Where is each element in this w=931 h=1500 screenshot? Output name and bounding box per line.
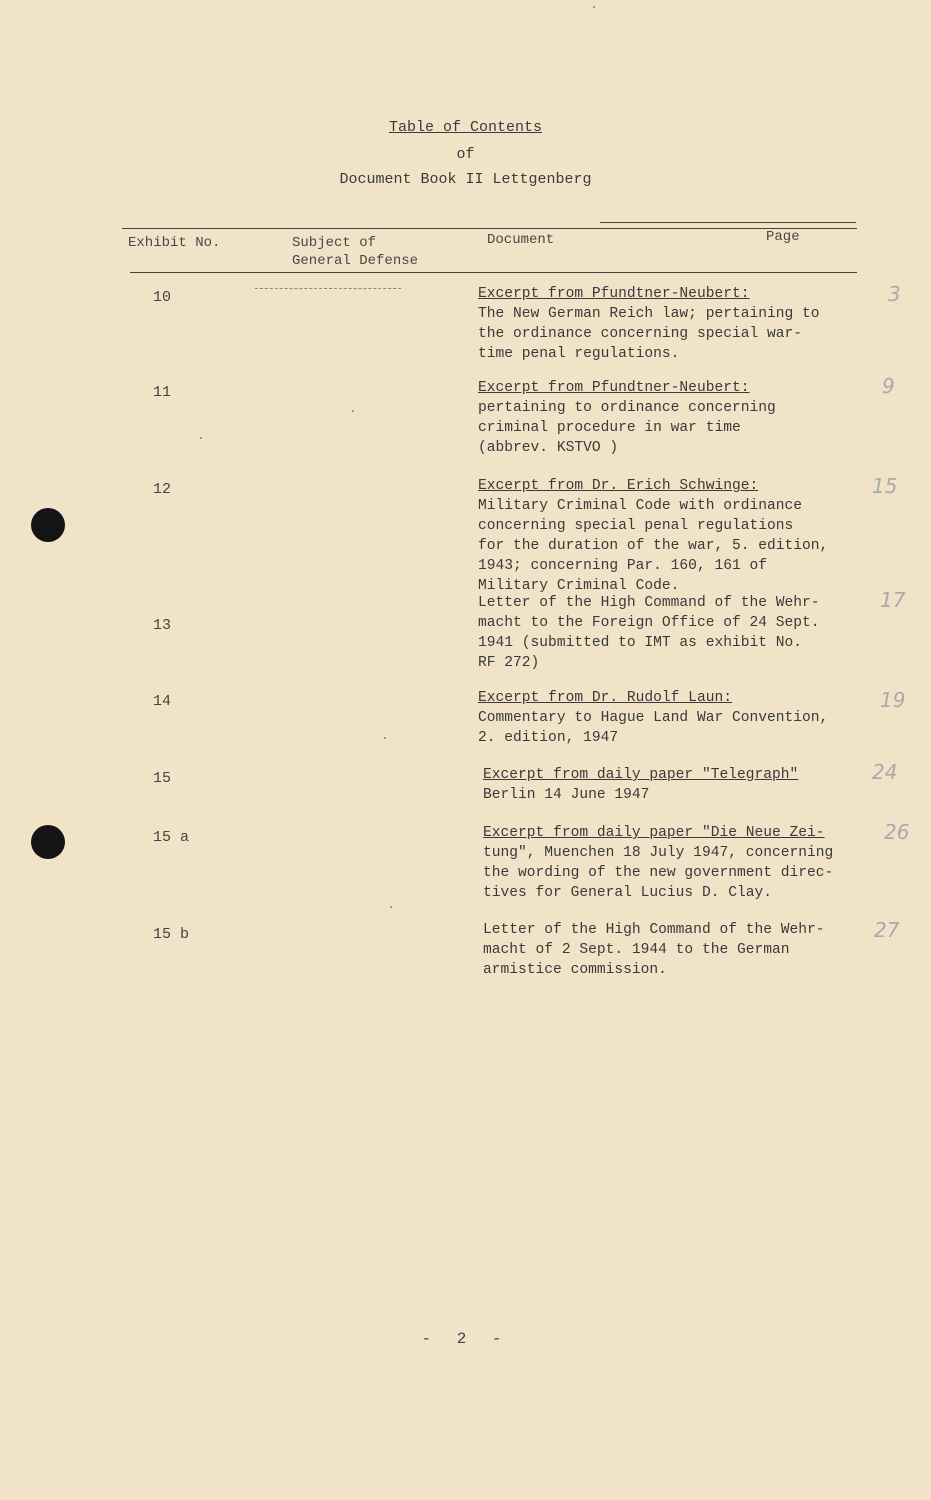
exhibit-number: 11 bbox=[153, 384, 172, 401]
entry-line: Military Criminal Code with ordinance bbox=[478, 498, 803, 514]
document-entry bbox=[483, 765, 883, 805]
document-entry bbox=[478, 284, 878, 364]
document-entry bbox=[483, 823, 883, 903]
entry-line: tives for General Lucius D. Clay. bbox=[483, 885, 773, 901]
entry-line: the wording of the new government direc- bbox=[483, 865, 834, 881]
entry-line: Excerpt from Dr. Rudolf Laun: bbox=[478, 690, 732, 706]
entry-line: concerning special penal regulations bbox=[478, 518, 794, 534]
header-rule-top bbox=[122, 228, 857, 229]
entry-line: Excerpt from daily paper "Die Neue Zei- bbox=[483, 825, 825, 841]
handwritten-page-number: 15 bbox=[872, 474, 898, 498]
header-rule-top-second bbox=[600, 222, 856, 223]
entry-line: Excerpt from Dr. Erich Schwinge: bbox=[478, 478, 759, 494]
entry-line: RF 272) bbox=[478, 655, 540, 671]
entry-line: for the duration of the war, 5. edition, bbox=[478, 538, 829, 554]
exhibit-number: 15 a bbox=[153, 829, 190, 846]
paper-speck bbox=[384, 737, 386, 739]
page-number-footer: - 2 - bbox=[421, 1330, 510, 1348]
entry-line: time penal regulations. bbox=[478, 346, 680, 362]
header-exhibit-no: Exhibit No. bbox=[128, 235, 221, 251]
document-entry bbox=[478, 688, 878, 748]
handwritten-page-number: 3 bbox=[888, 282, 901, 306]
document-entry bbox=[483, 920, 883, 980]
handwritten-page-number: 26 bbox=[884, 820, 910, 844]
entry-line: Letter of the High Command of the Wehr- bbox=[478, 595, 820, 611]
document-entry bbox=[478, 476, 878, 596]
entry-line: armistice commission. bbox=[483, 962, 667, 978]
entry-line: Excerpt from daily paper "Telegraph" bbox=[483, 767, 799, 783]
handwritten-page-number: 17 bbox=[880, 588, 906, 612]
entry-line: (abbrev. KSTVO ) bbox=[478, 440, 619, 456]
document-entry bbox=[478, 378, 878, 458]
exhibit-number: 10 bbox=[153, 289, 172, 306]
entry-line: macht to the Foreign Office of 24 Sept. bbox=[478, 615, 820, 631]
entry-line: 1941 (submitted to IMT as exhibit No. bbox=[478, 635, 803, 651]
paper-speck bbox=[390, 906, 392, 908]
title-connector: of bbox=[456, 146, 475, 163]
header-rule-dash bbox=[255, 288, 401, 289]
handwritten-page-number: 19 bbox=[880, 688, 906, 712]
header-page: Page bbox=[766, 229, 800, 245]
header-document: Document bbox=[487, 232, 555, 248]
entry-line: Letter of the High Command of the Wehr- bbox=[483, 922, 825, 938]
paper-speck bbox=[352, 410, 354, 412]
paper-speck bbox=[200, 437, 202, 439]
entry-line: the ordinance concerning special war- bbox=[478, 326, 803, 342]
header-subject-line2: General Defense bbox=[292, 253, 419, 269]
punch-hole bbox=[31, 508, 65, 542]
exhibit-number: 12 bbox=[153, 481, 172, 498]
handwritten-page-number: 24 bbox=[872, 760, 898, 784]
entry-line: 1943; concerning Par. 160, 161 of bbox=[478, 558, 768, 574]
page-subtitle: Document Book II Lettgenberg bbox=[339, 171, 592, 188]
handwritten-page-number: 9 bbox=[882, 374, 895, 398]
entry-line: Excerpt from Pfundtner-Neubert: bbox=[478, 286, 750, 302]
entry-line: Excerpt from Pfundtner-Neubert: bbox=[478, 380, 750, 396]
exhibit-number: 15 b bbox=[153, 926, 190, 943]
entry-line: 2. edition, 1947 bbox=[478, 730, 619, 746]
page-title: Table of Contents bbox=[388, 119, 543, 136]
entry-line: The New German Reich law; pertaining to bbox=[478, 306, 820, 322]
entry-line: criminal procedure in war time bbox=[478, 420, 741, 436]
entry-line: macht of 2 Sept. 1944 to the German bbox=[483, 942, 790, 958]
punch-hole bbox=[31, 825, 65, 859]
entry-line: Commentary to Hague Land War Convention, bbox=[478, 710, 829, 726]
header-rule-bottom bbox=[130, 272, 857, 273]
entry-line: Military Criminal Code. bbox=[478, 578, 680, 594]
entry-line: pertaining to ordinance concerning bbox=[478, 400, 776, 416]
entry-line: Berlin 14 June 1947 bbox=[483, 787, 650, 803]
exhibit-number: 15 bbox=[153, 770, 172, 787]
header-subject-line1: Subject of bbox=[292, 235, 377, 251]
document-entry bbox=[478, 593, 878, 673]
header-subject bbox=[292, 234, 418, 270]
exhibit-number: 13 bbox=[153, 617, 172, 634]
entry-line: tung", Muenchen 18 July 1947, concerning bbox=[483, 845, 834, 861]
exhibit-number: 14 bbox=[153, 693, 172, 710]
handwritten-page-number: 27 bbox=[874, 918, 900, 942]
paper-speck bbox=[593, 6, 595, 8]
